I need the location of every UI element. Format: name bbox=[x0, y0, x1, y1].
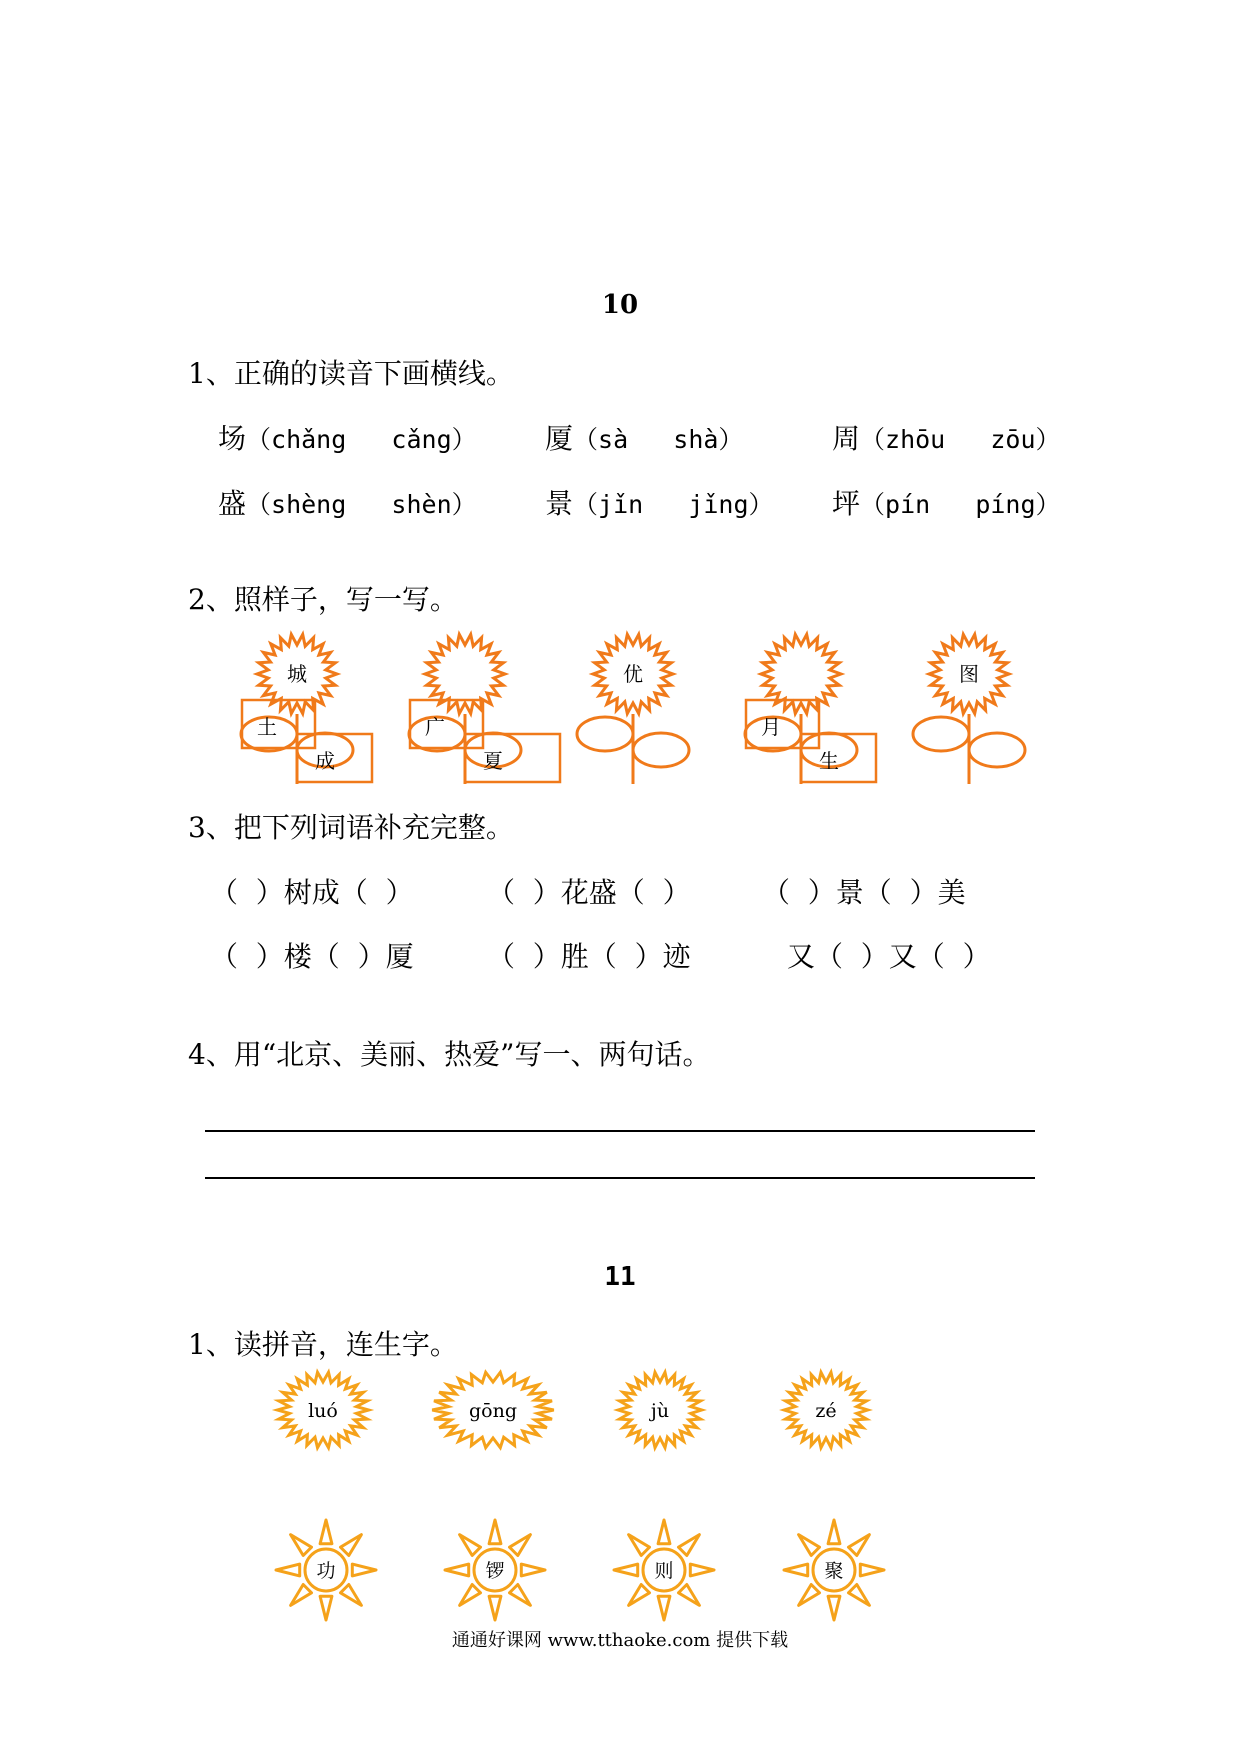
q3-title: 3、把下列词语补充完整。 bbox=[188, 811, 514, 844]
char-sun bbox=[445, 1520, 545, 1620]
fill-item: （ ）花盛（ ） bbox=[487, 876, 691, 909]
answer-line bbox=[205, 1130, 1035, 1132]
flower-head-text: 图 bbox=[959, 662, 979, 686]
sun-char-text: 锣 bbox=[485, 1560, 505, 1582]
sun-pinyin-text: zé bbox=[815, 1400, 837, 1422]
flower bbox=[409, 634, 560, 784]
pinyin-sun bbox=[784, 1372, 868, 1447]
flower-right-leaf-text: 生 bbox=[819, 749, 839, 773]
flower-right-leaf-text: 成 bbox=[315, 749, 335, 773]
answer-line bbox=[205, 1177, 1035, 1179]
sun-pinyin-text: luó bbox=[308, 1400, 338, 1422]
flower-left-leaf-text: 月 bbox=[761, 715, 781, 739]
lesson-10-title: 10 bbox=[601, 290, 639, 320]
fill-item: 又（ ）又（ ） bbox=[787, 940, 991, 973]
sun-char-text: 功 bbox=[316, 1560, 336, 1582]
pinyin-item: 场（chǎng cǎng） bbox=[218, 422, 477, 455]
flower-head-text: 城 bbox=[287, 662, 307, 686]
pinyin-sun bbox=[277, 1372, 368, 1447]
char-sun bbox=[784, 1520, 884, 1620]
pinyin-item: 厦（sà shà） bbox=[545, 422, 744, 455]
q2-title: 2、照样子，写一写。 bbox=[188, 583, 458, 616]
pinyin-item: 盛（shèng shèn） bbox=[218, 487, 477, 520]
flower-left-leaf-text: 广 bbox=[425, 715, 445, 739]
fill-item: （ ）树成（ ） bbox=[210, 876, 414, 909]
lesson-11-title: 11 bbox=[604, 1262, 636, 1292]
flower bbox=[913, 634, 1025, 784]
pinyin-sun bbox=[432, 1372, 554, 1447]
fill-item: （ ）胜（ ）迹 bbox=[487, 940, 691, 973]
q4-title: 4、用“北京、美丽、热爱”写一、两句话。 bbox=[188, 1038, 711, 1071]
flower bbox=[745, 634, 876, 784]
fill-item: （ ）景（ ）美 bbox=[762, 876, 966, 909]
footer-note: 通通好课网 www.tthaoke.com 提供下载 bbox=[451, 1630, 789, 1651]
lesson11-q1-title: 1、读拼音，连生字。 bbox=[188, 1328, 458, 1361]
sun-char-text: 则 bbox=[654, 1560, 674, 1582]
flower-left-leaf-text: 土 bbox=[257, 715, 277, 739]
pinyin-sun bbox=[618, 1372, 702, 1447]
flower bbox=[241, 634, 372, 784]
sun-pinyin-text: jù bbox=[650, 1400, 670, 1422]
q1-title: 1、正确的读音下画横线。 bbox=[188, 357, 514, 390]
pinyin-item: 景（jǐn jǐng） bbox=[545, 487, 774, 520]
char-sun bbox=[614, 1520, 714, 1620]
flower-head-text: 优 bbox=[623, 662, 643, 686]
pinyin-item: 坪（pín píng） bbox=[832, 487, 1061, 520]
sun-pinyin-text: gōng bbox=[468, 1400, 518, 1422]
fill-item: （ ）楼（ ）厦 bbox=[210, 940, 414, 973]
pinyin-item: 周（zhōu zōu） bbox=[832, 422, 1061, 455]
flower-right-leaf-text: 夏 bbox=[483, 749, 503, 773]
sun-char-text: 聚 bbox=[824, 1560, 844, 1582]
flower bbox=[577, 634, 689, 784]
char-sun bbox=[276, 1520, 376, 1620]
